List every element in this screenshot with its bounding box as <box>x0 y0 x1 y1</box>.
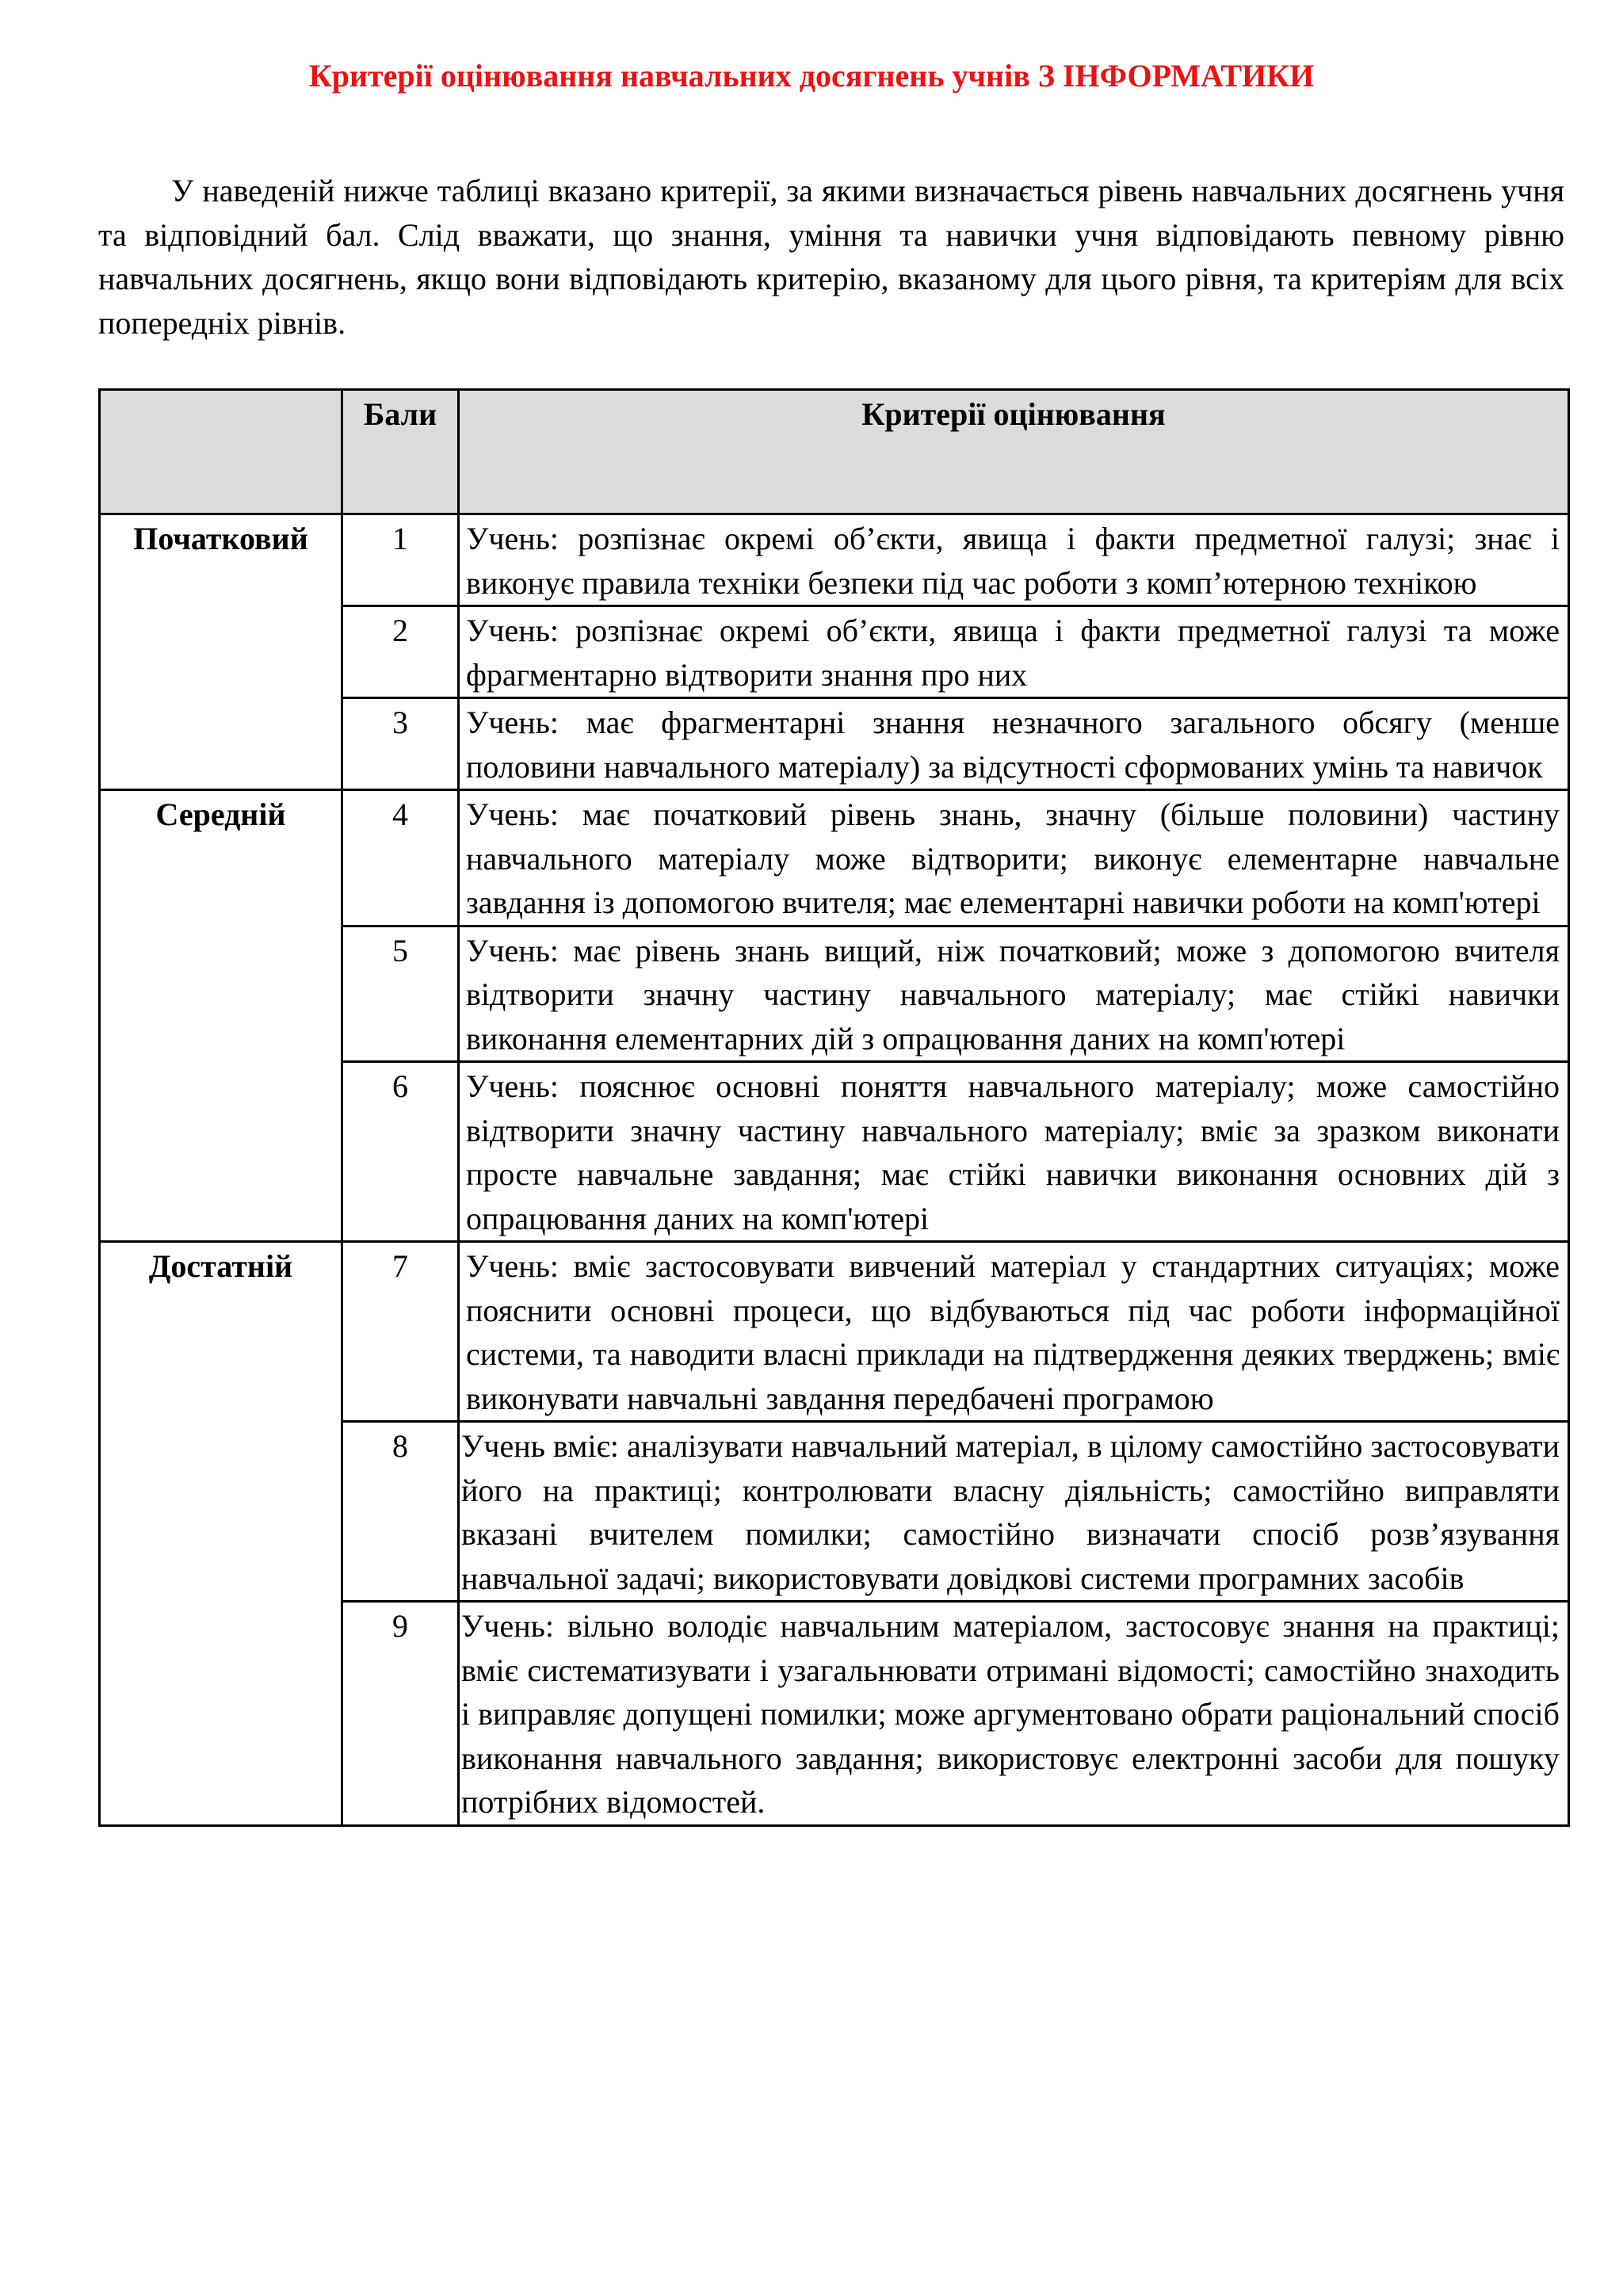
header-score: Бали <box>342 390 459 514</box>
score-cell: 3 <box>342 698 459 790</box>
score-cell: 4 <box>342 790 459 926</box>
criteria-cell: Учень: має фрагментарні знання незначного загального обсягу (менше половини навчального матеріалу) за відсутності сформованих умінь та навичок <box>459 698 1569 790</box>
page-title: Критерії оцінювання навчальних досягнень учнів З ІНФОРМАТИКИ <box>308 58 1315 94</box>
table-row <box>100 514 1569 606</box>
table-header-row <box>100 390 1569 514</box>
level-sufficient: Достатній <box>100 1242 342 1826</box>
criteria-cell: Учень: вільно володіє навчальним матеріалом, застосовує знання на практиці; вміє систематизувати і узагальнювати отримані відомості; самостійно знаходить і виправляє допущені помилки; може аргументовано обрати раціональний спосіб виконання навчального завдання; використовує електронні засоби для пошуку потрібних відомостей. <box>459 1602 1569 1826</box>
criteria-cell: Учень вміє: аналізувати навчальний матеріал, в цілому самостійно застосовувати його на практиці; контролювати власну діяльність; самостійно виправляти вказані вчителем помилки; самостійно визначати спосіб розв’язування навчальної задачі; використовувати довідкові системи програмних засобів <box>459 1422 1569 1602</box>
score-cell: 5 <box>342 926 459 1062</box>
score-cell: 8 <box>342 1422 459 1602</box>
criteria-cell: Учень: вміє застосовувати вивчений матеріал у стандартних ситуаціях; може пояснити основні процеси, що відбуваються під час роботи інформаційної системи, та наводити власні приклади на підтвердження деяких тверджень; вміє виконувати навчальні завдання передбачені програмою <box>459 1242 1569 1422</box>
criteria-cell: Учень: розпізнає окремі об’єкти, явища і факти предметної галузі та може фрагментарно відтворити знання про них <box>459 606 1569 698</box>
header-level <box>100 390 342 514</box>
criteria-table <box>98 388 1570 1827</box>
criteria-cell: Учень: пояснює основні поняття навчального матеріалу; може самостійно відтворити значну частину навчального матеріалу; вміє за зразком виконати просте навчальне завдання; має стійкі навички виконання основних дій з опрацювання даних на комп'ютері <box>459 1062 1569 1242</box>
score-cell: 1 <box>342 514 459 606</box>
level-intermediate: Середній <box>100 790 342 1242</box>
intro-paragraph: У наведеній нижче таблиці вказано критерії, за якими визначається рівень навчальних досягнень учня та відповідний бал. Слід вважати, що знання, уміння та навички учня відповідають певному рівню навчальних досягнень, якщо вони відповідають критерію, вказаному для цього рівня, та критеріям для всіх попередніх рівнів. <box>98 173 1564 341</box>
criteria-cell: Учень: має початковий рівень знань, значну (більше половини) частину навчального матеріалу може відтворити; виконує елементарне навчальне завдання із допомогою вчителя; має елементарні навички роботи на комп'ютері <box>459 790 1569 926</box>
score-cell: 2 <box>342 606 459 698</box>
table-row <box>100 1242 1569 1422</box>
table-row <box>100 790 1569 926</box>
criteria-cell: Учень: має рівень знань вищий, ніж початковий; може з допомогою вчителя відтворити значну частину навчального матеріалу; має стійкі навички виконання елементарних дій з опрацювання даних на комп'ютері <box>459 926 1569 1062</box>
header-criteria: Критерії оцінювання <box>459 390 1569 514</box>
criteria-cell: Учень: розпізнає окремі об’єкти, явища і факти предметної галузі; знає і виконує правила техніки безпеки під час роботи з комп’ютерною технікою <box>459 514 1569 606</box>
score-cell: 6 <box>342 1062 459 1242</box>
score-cell: 9 <box>342 1602 459 1826</box>
level-beginner: Початковий <box>100 514 342 790</box>
score-cell: 7 <box>342 1242 459 1422</box>
